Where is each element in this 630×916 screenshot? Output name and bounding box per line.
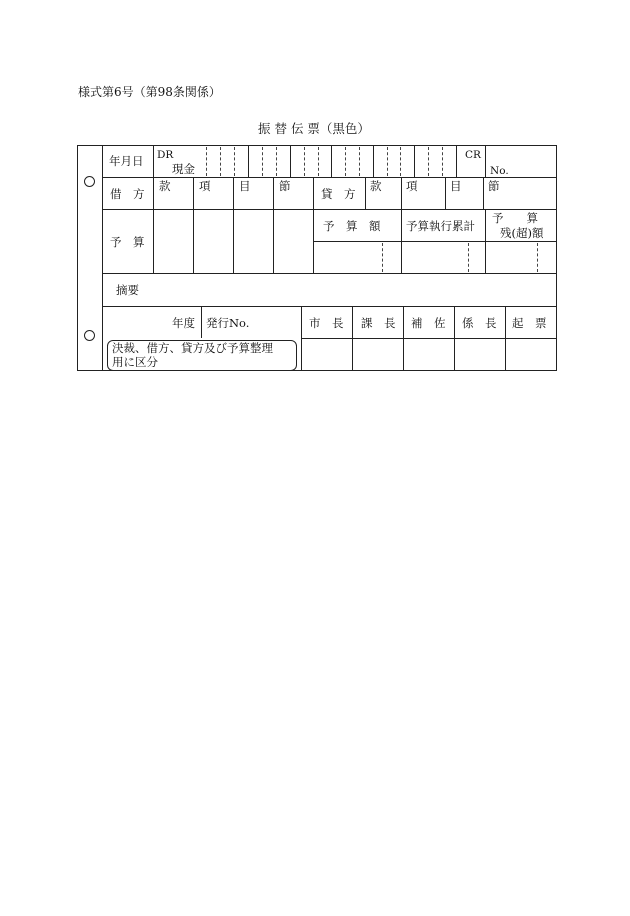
no-label: No. xyxy=(490,165,509,177)
note-line-2: 用に区分 xyxy=(112,355,158,369)
credit-moku: 目 xyxy=(450,179,462,193)
credit-label: 貸 方 xyxy=(321,187,356,201)
debit-kan: 款 xyxy=(159,179,171,193)
execution-total-label: 予算執行累計 xyxy=(406,219,475,233)
budget-amount-label: 予 算 額 xyxy=(323,219,381,233)
binding-hole-top-icon xyxy=(84,176,95,187)
budget-label: 予 算 xyxy=(110,235,145,249)
debit-label: 借 方 xyxy=(110,187,145,201)
credit-kan: 款 xyxy=(370,179,382,193)
summary-label: 摘要 xyxy=(116,283,139,297)
debit-kou: 項 xyxy=(199,179,211,193)
cash-label: 現金 xyxy=(172,162,195,176)
issue-no-label: 発行No. xyxy=(206,316,250,330)
debit-moku: 目 xyxy=(239,179,251,193)
note-line-1: 決裁、借方、貸方及び予算整理 xyxy=(112,341,273,355)
section-chief-label: 課 長 xyxy=(361,316,396,330)
balance-label-top: 予 算 xyxy=(492,211,538,225)
year-label: 年度 xyxy=(172,316,195,330)
date-label: 年月日 xyxy=(109,154,144,168)
debit-setsu: 節 xyxy=(279,179,291,193)
credit-setsu: 節 xyxy=(488,179,500,193)
balance-label-bottom: 残(超)額 xyxy=(500,226,544,240)
dr-label: DR xyxy=(157,149,174,161)
form-title: 振 替 伝 票（黒色） xyxy=(258,121,370,136)
subsection-chief-label: 係 長 xyxy=(462,316,497,330)
cr-label: CR xyxy=(465,149,481,161)
mayor-label: 市 長 xyxy=(309,316,344,330)
credit-kou: 項 xyxy=(406,179,418,193)
assistant-label: 補 佐 xyxy=(411,316,446,330)
binding-hole-bottom-icon xyxy=(84,330,95,341)
form-number: 様式第6号（第98条関係） xyxy=(78,85,221,99)
drafter-label: 起 票 xyxy=(512,316,547,330)
